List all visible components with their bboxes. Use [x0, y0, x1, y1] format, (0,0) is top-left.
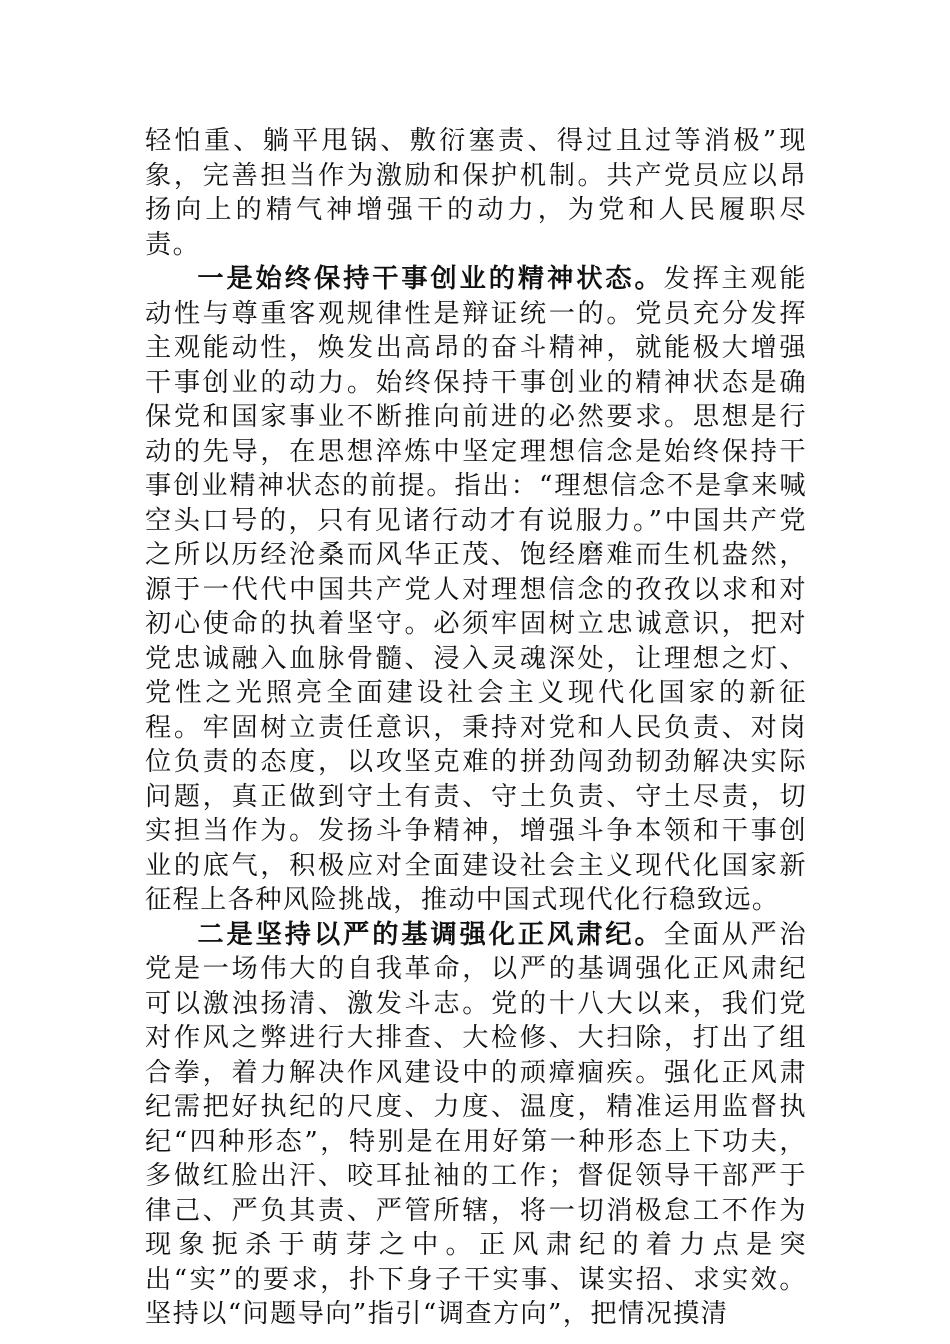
paragraph-text: 全面从严治党是一场伟大的自我革命，以严的基调强化正风肃纪可以激浊扬清、激发斗志。党的十八大以来，我们党对作风之弊进行大排查、大检修、大扫除，打出了组合拳，着力解决作风建设中的顽瘴痼疾。强化正风肃纪需把好执纪的尺度、力度、温度，精准运用监督执纪“四种形态”，特别是在用好第一种形态上下功夫，多做红脸出汗、咬耳扯袖的工作；督促领导干部严于律己、严负其责、严管所辖，将一切消极怠工不作为现象扼杀于萌芽之中。正风肃纪的着力点是突出“实”的要求，扑下身子干实事、谋实招、求实效。坚持以“问题导向”指引“调查方向”，把情况摸清 [145, 919, 807, 1329]
paragraph-spirit-state [145, 262, 807, 918]
paragraph-lead-heading: 一是始终保持干事创业的精神状态。 [197, 264, 664, 294]
document-body [145, 124, 807, 1332]
paragraph-continuation [145, 124, 807, 262]
paragraph-text: 发挥主观能动性与尊重客观规律性是辩证统一的。党员充分发挥主观能动性，焕发出高昂的奋斗精神，就能极大增强干事创业的动力。始终保持干事创业的精神状态是确保党和国家事业不断推向前进的必然要求。思想是行动的先导，在思想淬炼中坚定理想信念是始终保持干事创业精神状态的前提。指出：“理想信念不是拿来喊空头口号的，只有见诸行动才有说服力。”中国共产党之所以历经沧桑而风华正茂、饱经磨难而生机盎然，源于一代代中国共产党人对理想信念的孜孜以求和对初心使命的执着坚守。必须牢固树立忠诚意识，把对党忠诚融入血脉骨髓、浸入灵魂深处，让理想之灯、党性之光照亮全面建设社会主义现代化国家的新征程。牢固树立责任意识，秉持对党和人民负责、对岗位负责的态度，以攻坚克难的拼劲闯劲韧劲解决实际问题，真正做到守土有责、守土负责、守土尽责，切实担当作为。发扬斗争精神，增强斗争本领和干事创业的底气，积极应对全面建设社会主义现代化国家新征程上各种风险挑战，推动中国式现代化行稳致远。 [145, 264, 807, 915]
paragraph-lead-heading: 二是坚持以严的基调强化正风肃纪。 [197, 919, 664, 950]
paragraph-discipline [145, 918, 807, 1332]
paragraph-text: 轻怕重、躺平甩锅、敷衍塞责、得过且过等消极”现象，完善担当作为激励和保护机制。共产党员应以昂扬向上的精气神增强干的动力，为党和人民履职尽责。 [145, 126, 807, 260]
